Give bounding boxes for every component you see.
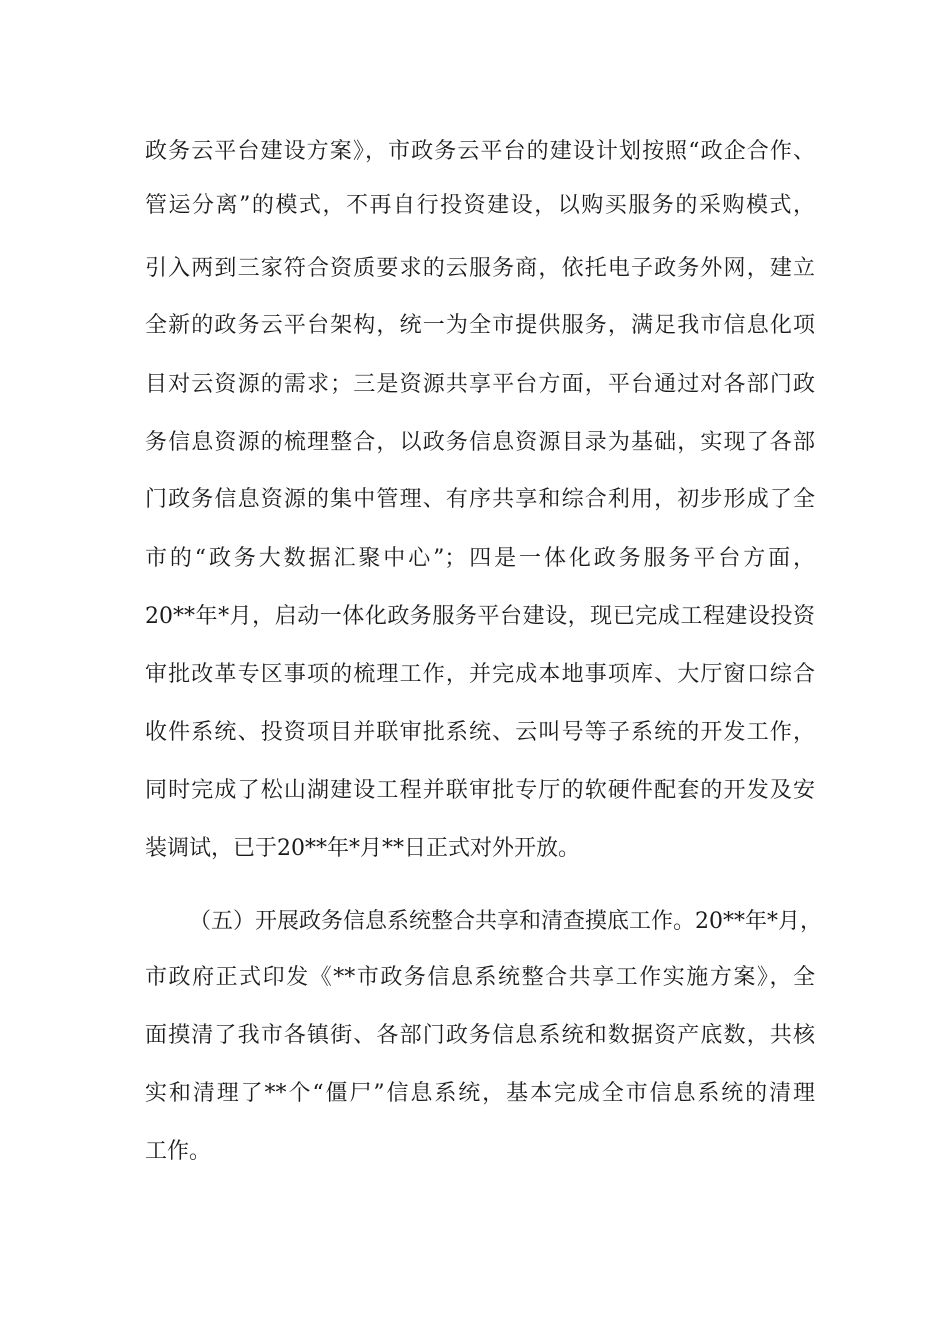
paragraph-1-line-11: 收件系统、投资项目并联审批系统、云叫号等子系统的开发工作， — [145, 720, 815, 745]
paragraph-2-line-5: 工作。 — [145, 1139, 212, 1164]
paragraph-1-line-7: 门政务信息资源的集中管理、有序共享和综合利用，初步形成了全 — [145, 487, 815, 512]
paragraph-2-line-2: 市政府正式印发《**市政务信息系统整合共享工作实施方案》，全 — [145, 965, 815, 990]
paragraph-1-line-10: 审批改革专区事项的梳理工作，并完成本地事项库、大厅窗口综合 — [145, 662, 815, 687]
paragraph-1-line-1: 政务云平台建设方案》，市政务云平台的建设计划按照“政企合作、 — [145, 139, 815, 164]
paragraph-1-line-9: 20**年*月，启动一体化政务服务平台建设，现已完成工程建设投资 — [145, 604, 815, 629]
paragraph-1-line-4: 全新的政务云平台架构，统一为全市提供服务，满足我市信息化项 — [145, 313, 815, 338]
paragraph-1-line-5: 目对云资源的需求；三是资源共享平台方面，平台通过对各部门政 — [145, 372, 815, 397]
paragraph-1-line-3: 引入两到三家符合资质要求的云服务商，依托电子政务外网，建立 — [145, 256, 815, 281]
paragraph-1-line-2: 管运分离”的模式，不再自行投资建设，以购买服务的采购模式， — [145, 193, 815, 218]
paragraph-2-line-3: 面摸清了我市各镇街、各部门政务信息系统和数据资产底数，共核 — [145, 1023, 815, 1048]
paragraph-1-line-12: 同时完成了松山湖建设工程并联审批专厅的软硬件配套的开发及安 — [145, 778, 815, 803]
paragraph-1-line-13: 装调试，已于20**年*月**日正式对外开放。 — [145, 836, 580, 861]
paragraph-1-line-8: 市的“政务大数据汇聚中心”；四是一体化政务服务平台方面， — [145, 546, 815, 571]
paragraph-1-line-6: 务信息资源的梳理整合，以政务信息资源目录为基础，实现了各部 — [145, 430, 815, 455]
paragraph-2-line-1: （五）开展政务信息系统整合共享和清查摸底工作。20**年*月， — [189, 909, 822, 934]
paragraph-2-line-4: 实和清理了**个“僵尸”信息系统，基本完成全市信息系统的清理 — [145, 1081, 815, 1106]
